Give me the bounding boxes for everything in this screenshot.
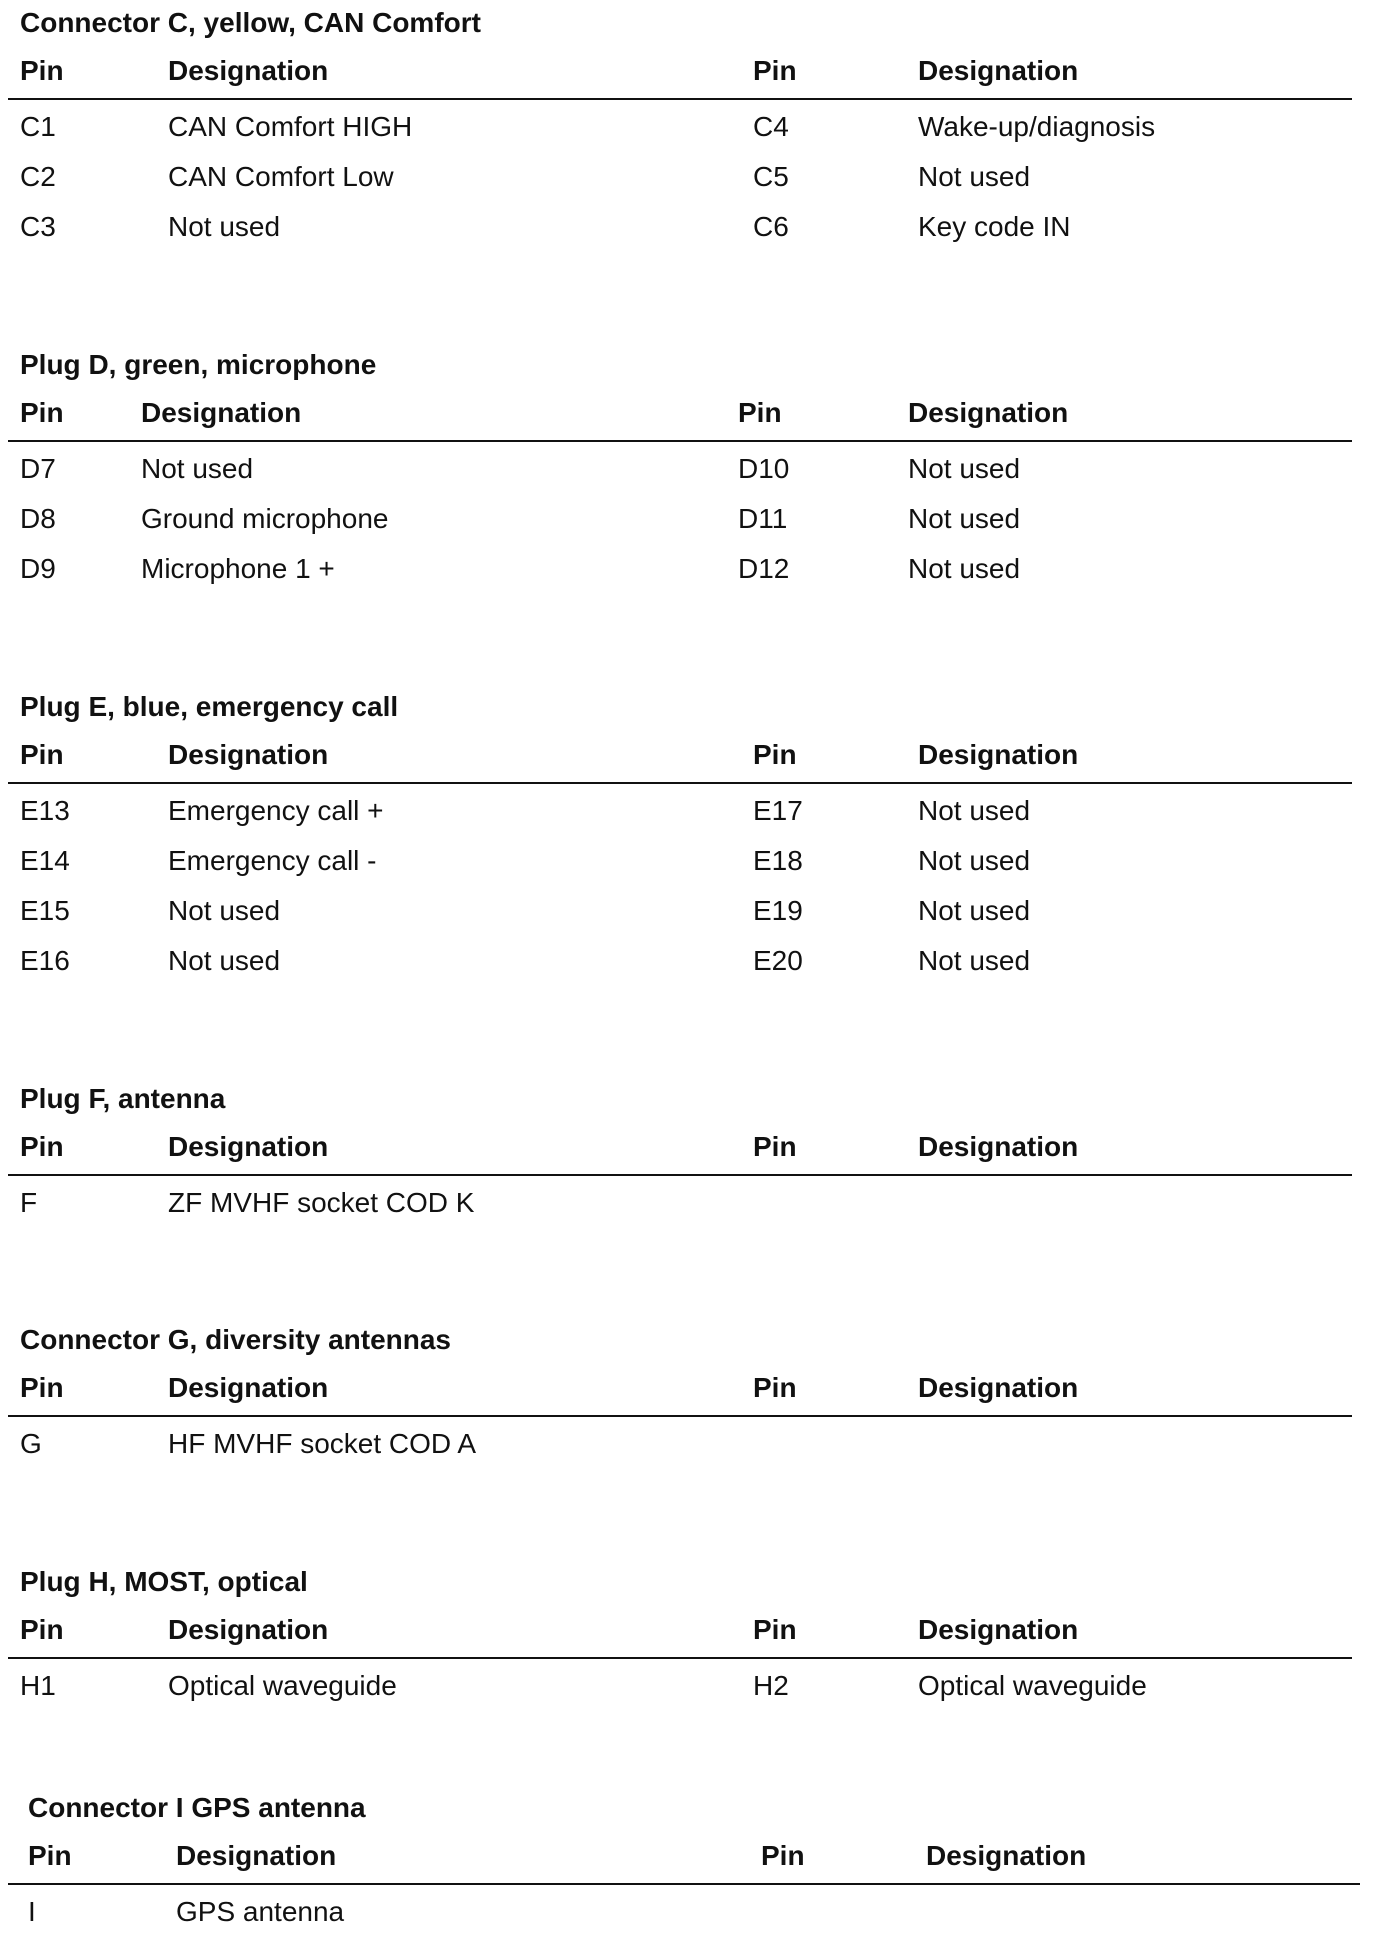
pin-header-right: Pin xyxy=(738,397,782,428)
designation-cell-right: Wake-up/diagnosis xyxy=(918,111,1156,142)
pin-header: Pin xyxy=(20,1372,64,1403)
designation-cell-right: Not used xyxy=(918,845,1031,876)
pin-header: Pin xyxy=(20,739,64,770)
designation-header: Designation xyxy=(141,397,302,428)
pin-header-right: Pin xyxy=(753,1614,797,1645)
pin-header-right: Pin xyxy=(753,55,797,86)
pin-cell-right: E17 xyxy=(753,795,803,826)
designation-cell-right: Not used xyxy=(908,453,1021,484)
designation-cell: HF MVHF socket COD A xyxy=(168,1428,477,1459)
designation-cell: Not used xyxy=(168,945,281,976)
pin-cell: E15 xyxy=(20,895,70,926)
header-rule xyxy=(8,440,1352,442)
pin-cell: F xyxy=(20,1187,38,1218)
designation-cell-right: Not used xyxy=(918,795,1031,826)
header-rule xyxy=(8,98,1352,100)
pin-cell-right: H2 xyxy=(753,1670,789,1701)
pin-cell: E13 xyxy=(20,795,70,826)
designation-header-right: Designation xyxy=(918,55,1079,86)
pin-cell-right: D12 xyxy=(738,553,790,584)
designation-cell: CAN Comfort Low xyxy=(168,161,394,192)
pin-header: Pin xyxy=(20,397,64,428)
designation-header: Designation xyxy=(168,739,329,770)
pin-cell-right: C4 xyxy=(753,111,789,142)
designation-cell-right: Not used xyxy=(918,161,1031,192)
pin-cell: E16 xyxy=(20,945,70,976)
header-rule xyxy=(8,1657,1352,1659)
designation-cell: Microphone 1 + xyxy=(141,553,335,584)
pin-header: Pin xyxy=(20,1614,64,1645)
designation-cell: Ground microphone xyxy=(141,503,389,534)
header-rule xyxy=(8,1415,1352,1417)
designation-cell-right: Not used xyxy=(908,503,1021,534)
designation-header: Designation xyxy=(176,1840,337,1871)
pin-cell-right: C5 xyxy=(753,161,789,192)
pin-header-right: Pin xyxy=(753,1372,797,1403)
pin-cell: I xyxy=(28,1896,36,1927)
designation-cell-right: Not used xyxy=(908,553,1021,584)
designation-cell-right: Key code IN xyxy=(918,211,1071,242)
pin-header: Pin xyxy=(20,1131,64,1162)
designation-cell: CAN Comfort HIGH xyxy=(168,111,413,142)
section-title: Plug H, MOST, optical xyxy=(20,1566,308,1597)
header-rule xyxy=(8,782,1352,784)
section-title: Plug E, blue, emergency call xyxy=(20,691,399,722)
section-title: Connector C, yellow, CAN Comfort xyxy=(20,7,481,38)
designation-cell: Emergency call - xyxy=(168,845,377,876)
pin-cell: D9 xyxy=(20,553,56,584)
pin-cell: E14 xyxy=(20,845,70,876)
pin-cell-right: E19 xyxy=(753,895,803,926)
designation-header: Designation xyxy=(168,1614,329,1645)
designation-cell-right: Not used xyxy=(918,895,1031,926)
pin-header: Pin xyxy=(20,55,64,86)
designation-cell-right: Optical waveguide xyxy=(918,1670,1147,1701)
pin-cell: C2 xyxy=(20,161,56,192)
pin-cell: H1 xyxy=(20,1670,56,1701)
pin-cell: D8 xyxy=(20,503,56,534)
designation-header-right: Designation xyxy=(918,739,1079,770)
designation-cell: ZF MVHF socket COD K xyxy=(168,1187,475,1218)
pin-cell-right: D11 xyxy=(738,503,788,534)
pin-cell: C3 xyxy=(20,211,56,242)
designation-header: Designation xyxy=(168,55,329,86)
header-rule xyxy=(8,1883,1360,1885)
section-title: Plug D, green, microphone xyxy=(20,349,377,380)
pin-header: Pin xyxy=(28,1840,72,1871)
section-title: Connector G, diversity antennas xyxy=(20,1324,451,1355)
designation-header-right: Designation xyxy=(918,1131,1079,1162)
header-rule xyxy=(8,1174,1352,1176)
designation-header-right: Designation xyxy=(918,1614,1079,1645)
designation-header-right: Designation xyxy=(908,397,1069,428)
section-title: Plug F, antenna xyxy=(20,1083,226,1114)
designation-header: Designation xyxy=(168,1131,329,1162)
designation-cell: Not used xyxy=(168,895,281,926)
designation-cell: Emergency call + xyxy=(168,795,384,826)
pin-cell: D7 xyxy=(20,453,56,484)
designation-cell: Not used xyxy=(141,453,254,484)
designation-cell-right: Not used xyxy=(918,945,1031,976)
designation-cell: GPS antenna xyxy=(176,1896,345,1927)
designation-header-right: Designation xyxy=(918,1372,1079,1403)
pin-cell-right: E18 xyxy=(753,845,803,876)
designation-cell: Optical waveguide xyxy=(168,1670,397,1701)
pin-cell: G xyxy=(20,1428,42,1459)
pin-cell: C1 xyxy=(20,111,56,142)
designation-header-right: Designation xyxy=(926,1840,1087,1871)
section-title: Connector I GPS antenna xyxy=(28,1792,366,1823)
pin-cell-right: C6 xyxy=(753,211,789,242)
pin-header-right: Pin xyxy=(753,739,797,770)
designation-cell: Not used xyxy=(168,211,281,242)
pin-header-right: Pin xyxy=(761,1840,805,1871)
pin-cell-right: D10 xyxy=(738,453,790,484)
pin-cell-right: E20 xyxy=(753,945,803,976)
pin-header-right: Pin xyxy=(753,1131,797,1162)
designation-header: Designation xyxy=(168,1372,329,1403)
